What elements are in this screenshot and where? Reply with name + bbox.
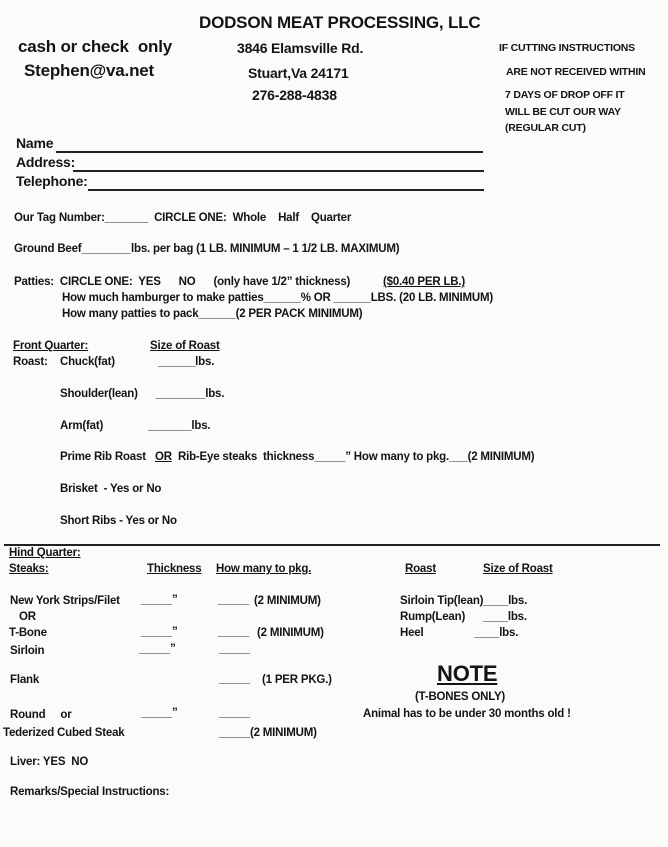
address-label: Address: xyxy=(16,154,76,170)
city-state: Stuart,Va 24171 xyxy=(248,65,349,81)
brisket-row: Brisket - Yes or No xyxy=(60,483,162,495)
thickness-blank: _____” xyxy=(141,594,178,606)
col-steaks: Steaks: xyxy=(9,563,49,575)
chuck-label: Chuck(fat) xyxy=(60,356,115,368)
company-name: DODSON MEAT PROCESSING, LLC xyxy=(199,13,481,32)
sirloin-tip-row: Sirloin Tip(lean)____lbs. xyxy=(400,595,528,607)
prime-rib-label: Prime Rib Roast xyxy=(60,451,146,463)
hind-quarter-heading: Hind Quarter: xyxy=(9,547,81,559)
or-label: OR xyxy=(155,451,172,463)
ground-beef-row: Ground Beef________lbs. per bag (1 LB. MINIMUM – 1 1/2 LB. MAXIMUM) xyxy=(14,243,400,255)
patties-row: Patties: CIRCLE ONE: YES NO (only have 1/2” thickness) xyxy=(14,276,351,288)
pkg-blank: _____ xyxy=(219,673,250,685)
front-quarter-heading: Front Quarter: xyxy=(13,340,89,352)
sirloin-label: Sirloin xyxy=(10,645,45,657)
notice-line: (REGULAR CUT) xyxy=(505,122,586,134)
street-address: 3846 Elamsville Rd. xyxy=(237,40,364,56)
ribeye-row: Rib-Eye steaks thickness_____” How many to pkg.___(2 MINIMUM) xyxy=(178,451,535,463)
pkg-blank: _____ xyxy=(219,707,250,719)
pkg-blank: _____ xyxy=(219,643,250,655)
col-thickness: Thickness xyxy=(147,563,202,575)
round-label: Round or xyxy=(10,709,72,721)
heel-row: Heel ____lbs. xyxy=(400,627,519,639)
roast-label: Roast: xyxy=(13,356,48,368)
name-label: Name xyxy=(16,135,54,151)
telephone-label: Telephone: xyxy=(16,173,88,189)
pkg-blank: _____ xyxy=(218,626,249,638)
thickness-blank: _____” xyxy=(139,643,176,655)
thickness-blank: _____” xyxy=(141,707,178,719)
note-text: Animal has to be under 30 months old ! xyxy=(363,708,571,720)
col-roast: Roast xyxy=(405,563,436,575)
remarks-label: Remarks/Special Instructions: xyxy=(10,786,170,798)
min-note: (2 MINIMUM) xyxy=(254,595,321,607)
notice-line: ARE NOT RECEIVED WITHIN xyxy=(506,66,646,78)
section-divider xyxy=(4,544,660,546)
col-how-many: How many to pkg. xyxy=(216,563,312,575)
payment-note: cash or check only xyxy=(18,37,172,56)
address-field[interactable] xyxy=(73,170,484,172)
patties-amount-row: How much hamburger to make patties______% OR ______LBS. (20 LB. MINIMUM) xyxy=(62,292,494,304)
thickness-blank: _____” xyxy=(141,626,178,638)
patties-price: ($0.40 PER LB.) xyxy=(383,276,465,288)
tag-number-row: Our Tag Number:_______ CIRCLE ONE: Whole Half Quarter xyxy=(14,212,352,224)
email: Stephen@va.net xyxy=(24,61,154,80)
or-label: OR xyxy=(19,611,36,623)
phone: 276-288-4838 xyxy=(252,87,337,103)
size-of-roast-heading: Size of Roast xyxy=(150,340,220,352)
min-note: (2 MINIMUM) xyxy=(257,627,324,639)
col-size: Size of Roast xyxy=(483,563,553,575)
cubed-pkg: _____(2 MINIMUM) xyxy=(219,727,317,739)
chuck-blank: ______lbs. xyxy=(158,356,215,368)
liver-row: Liver: YES NO xyxy=(10,756,89,768)
tbone-label: T-Bone xyxy=(9,627,47,639)
flank-label: Flank xyxy=(10,674,40,686)
short-ribs-row: Short Ribs - Yes or No xyxy=(60,515,177,527)
notice-line: WILL BE CUT OUR WAY xyxy=(505,106,621,118)
per-pkg-note: (1 PER PKG.) xyxy=(262,674,332,686)
pkg-blank: _____ xyxy=(218,594,249,606)
ny-strip-label: New York Strips/Filet xyxy=(10,595,120,607)
note-title: NOTE xyxy=(437,661,498,686)
note-sub: (T-BONES ONLY) xyxy=(415,691,506,703)
name-field[interactable] xyxy=(56,151,483,153)
arm-row: Arm(fat) _______lbs. xyxy=(60,420,211,432)
patties-pack-row: How many patties to pack______(2 PER PACK MINIMUM) xyxy=(62,308,363,320)
rump-row: Rump(Lean) ____lbs. xyxy=(400,611,527,623)
notice-line: 7 DAYS OF DROP OFF IT xyxy=(505,89,625,101)
telephone-field[interactable] xyxy=(88,189,484,191)
cubed-steak-label: Tederized Cubed Steak xyxy=(3,727,125,739)
shoulder-row: Shoulder(lean) ________lbs. xyxy=(60,388,225,400)
notice-line: IF CUTTING INSTRUCTIONS xyxy=(499,42,635,54)
